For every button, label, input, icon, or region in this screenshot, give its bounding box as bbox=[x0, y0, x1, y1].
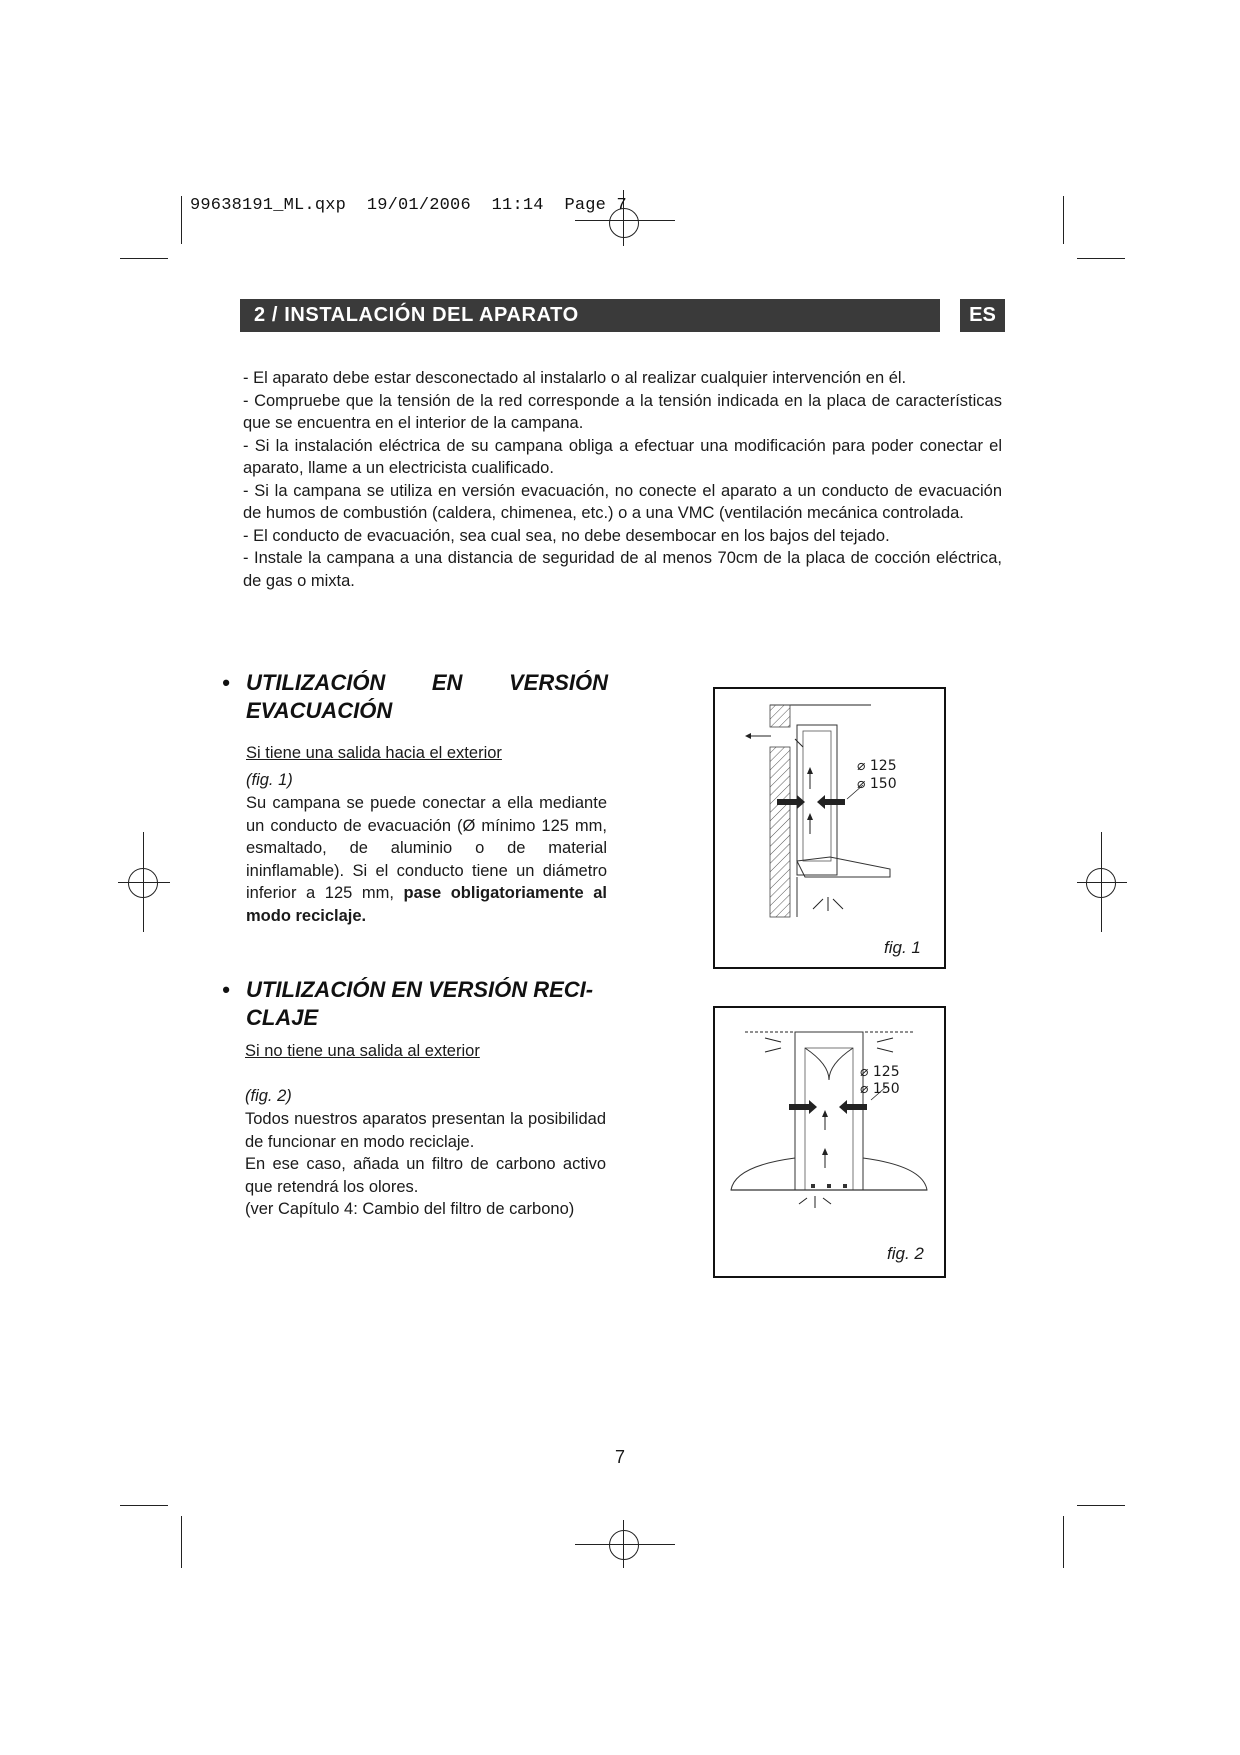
section-title-recycle: • UTILIZACIÓN EN VERSIÓN RECI- CLAJE bbox=[222, 977, 594, 1030]
section-title-evacuation: • UTILIZACIÓN EN VERSIÓN EVACUACIÓN bbox=[222, 670, 608, 723]
hood-evacuation-diagram bbox=[715, 689, 944, 967]
bullet: • bbox=[222, 670, 230, 695]
crop-mark-top-right-v bbox=[1063, 196, 1064, 244]
section-header: 2 / INSTALACIÓN DEL APARATO bbox=[240, 299, 940, 332]
figure-caption: fig. 1 bbox=[884, 938, 921, 957]
instruction-item: - El conducto de evacuación, sea cual sea, no debe desembocar en los bajos del tejado. bbox=[243, 526, 890, 545]
diameter-label: ⌀ 150 bbox=[857, 776, 897, 792]
bullet: • bbox=[222, 977, 230, 1002]
figure-reference: (fig. 2) bbox=[245, 1087, 292, 1105]
section-body: Su campana se puede conectar a ella mediante un conducto de evacuación (Ø mínimo 125 mm, esmaltado, de aluminio o de material ininflamable). Si el conducto tiene un diámetro inferior a 125 mm, pase obligatoriamente al modo reciclaje. bbox=[246, 794, 607, 925]
crop-mark-bottom-right-h bbox=[1077, 1505, 1125, 1506]
language-badge: ES bbox=[960, 299, 1005, 332]
crop-mark-bottom-right-v bbox=[1063, 1516, 1064, 1568]
print-slug: 99638191_ML.qxp 19/01/2006 11:14 Page 7 bbox=[190, 196, 627, 215]
instruction-item: - El aparato debe estar desconectado al instalarlo o al realizar cualquier intervención en él. bbox=[243, 369, 907, 387]
section-subtitle: Si tiene una salida hacia el exterior bbox=[246, 744, 502, 762]
figure-reference: (fig. 1) bbox=[246, 771, 293, 789]
diameter-label: ⌀ 150 bbox=[860, 1081, 900, 1097]
section-subtitle: Si no tiene una salida al exterior bbox=[245, 1042, 480, 1060]
warning-text: pase obligatoriamente al modo reciclaje. bbox=[246, 884, 607, 925]
hood-recycle-diagram bbox=[715, 1008, 944, 1276]
instruction-item: - Si la instalación eléctrica de su campana obliga a efectuar una modificación para poder conectar el aparato, llame a un electricista cualificado. bbox=[243, 436, 1002, 477]
figure-caption: fig. 2 bbox=[887, 1244, 924, 1263]
crop-mark-top-left-v bbox=[181, 196, 182, 244]
crop-mark-top-left-h bbox=[120, 258, 168, 259]
crop-mark-top-right-h bbox=[1077, 258, 1125, 259]
diameter-label: ⌀ 125 bbox=[857, 758, 897, 774]
crop-mark-bottom-left-v bbox=[181, 1516, 182, 1568]
figure-1 bbox=[713, 687, 946, 969]
diameter-label: ⌀ 125 bbox=[860, 1064, 900, 1080]
instruction-item: - Instale la campana a una distancia de seguridad de al menos 70cm de la placa de cocción eléctrica, de gas o mixta. bbox=[243, 549, 1002, 590]
crop-mark-bottom-left-h bbox=[120, 1505, 168, 1506]
figure-2 bbox=[713, 1006, 946, 1278]
safety-instructions bbox=[243, 367, 1002, 592]
instruction-item: - Si la campana se utiliza en versión evacuación, no conecte el aparato a un conducto de evacuación de humos de combustión (caldera, chimenea, etc.) o a una VMC (ventilación mecánica controlada. bbox=[243, 481, 1002, 522]
section-body: Todos nuestros aparatos presentan la posibilidad de funcionar en modo reciclaje. En ese caso, añada un filtro de carbono activo que retendrá los olores. (ver Capítulo 4: Cambio del filtro de carbono) bbox=[245, 1110, 606, 1218]
instruction-item: - Compruebe que la tensión de la red corresponde a la tensión indicada en la placa de características que se encuentra en el interior de la campana. bbox=[243, 391, 1002, 432]
page-number: 7 bbox=[614, 1447, 625, 1467]
